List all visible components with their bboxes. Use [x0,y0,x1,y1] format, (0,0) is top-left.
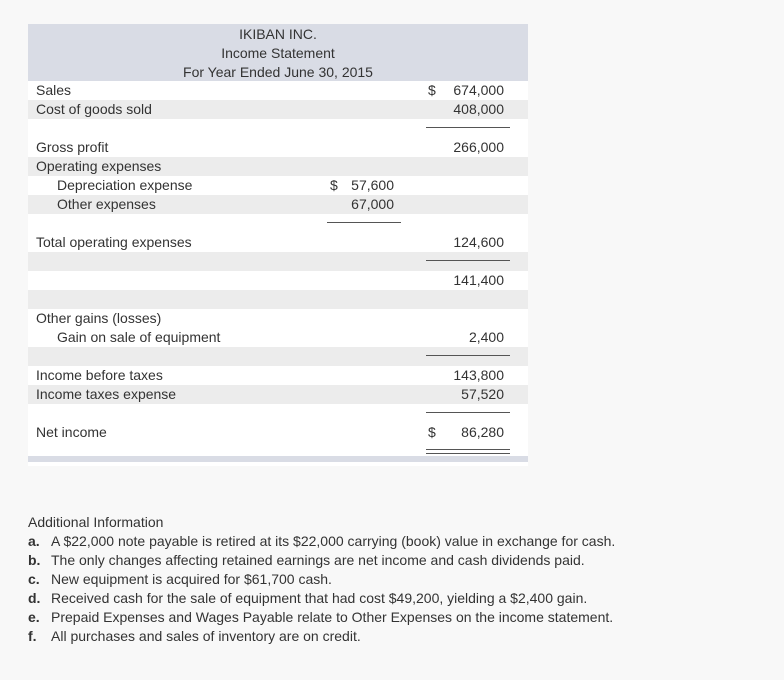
amount: 57,600 [351,177,394,193]
item-text: Received cash for the sale of equipment that had cost $49,200, yielding a $2,400 gain. [51,590,588,606]
row-subtotal [28,271,528,290]
amount: 124,600 [453,234,504,250]
row-other-expenses [28,195,528,214]
row-income-taxes [28,385,528,404]
info-item [28,570,768,589]
row-total-operating-expenses [28,233,528,252]
row-net-income [28,423,528,442]
row-label: Total operating expenses [36,234,192,250]
row-label: Gain on sale of equipment [57,329,221,345]
row-gross-profit [28,138,528,157]
statement-header [28,24,528,81]
statement-footer-bar [28,456,528,462]
spacer-row [28,442,528,466]
info-item [28,627,768,646]
item-letter: d. [28,590,41,606]
item-letter: e. [28,609,40,625]
row-gain-on-sale [28,328,528,347]
row-label: Other gains (losses) [36,310,162,326]
underline [426,412,510,413]
row-label: Income before taxes [36,367,163,383]
double-underline-bottom [426,453,510,454]
row-label: Sales [36,82,72,98]
spacer-row [28,404,528,423]
info-item [28,589,768,608]
amount: 67,000 [351,196,394,212]
item-text: A $22,000 note payable is retired at its $22,000 carrying (book) value in exchange for cash. [51,533,616,549]
info-item [28,551,768,570]
amount: 674,000 [453,82,504,98]
row-label: Depreciation expense [57,177,193,193]
row-income-before-taxes [28,366,528,385]
row-other-gains [28,309,528,328]
row-sales [28,81,528,100]
spacer-row [28,119,528,138]
row-label: Gross profit [36,139,109,155]
amount: 141,400 [453,272,504,288]
statement-title: Income Statement [221,45,335,61]
dollar-sign: $ [428,424,436,440]
spacer-row [28,347,528,366]
row-label: Other expenses [57,196,156,212]
info-item [28,608,768,627]
row-label: Cost of goods sold [36,101,152,117]
underline [426,355,510,356]
spacer-row [28,290,528,309]
item-letter: a. [28,533,40,549]
statement-period: For Year Ended June 30, 2015 [183,64,373,80]
amount: 2,400 [468,329,504,345]
underline [426,260,510,261]
double-underline-top [426,449,510,450]
additional-information [28,513,768,646]
additional-info-title: Additional Information [28,514,164,530]
company-name: IKIBAN INC. [239,26,317,42]
spacer-row [28,252,528,271]
info-item [28,532,768,551]
item-letter: c. [28,571,40,587]
item-text: The only changes affecting retained earnings are net income and cash dividends paid. [51,552,585,568]
underline [426,127,510,128]
row-operating-expenses [28,157,528,176]
amount: 86,280 [461,424,504,440]
item-text: Prepaid Expenses and Wages Payable relate to Other Expenses on the income statement. [51,609,614,625]
dollar-sign: $ [428,82,436,98]
row-label: Operating expenses [36,158,162,174]
item-text: New equipment is acquired for $61,700 cash. [51,571,332,587]
amount: 57,520 [461,386,504,402]
row-label: Net income [36,424,107,440]
item-text: All purchases and sales of inventory are on credit. [51,628,361,644]
item-letter: b. [28,552,41,568]
amount: 408,000 [453,101,504,117]
row-cogs [28,100,528,119]
dollar-sign: $ [330,177,338,193]
income-statement [28,24,528,466]
spacer-row [28,214,528,233]
amount: 266,000 [453,139,504,155]
amount: 143,800 [453,367,504,383]
item-letter: f. [28,628,37,644]
row-label: Income taxes expense [36,386,177,402]
underline [327,222,401,223]
row-depreciation [28,176,528,195]
